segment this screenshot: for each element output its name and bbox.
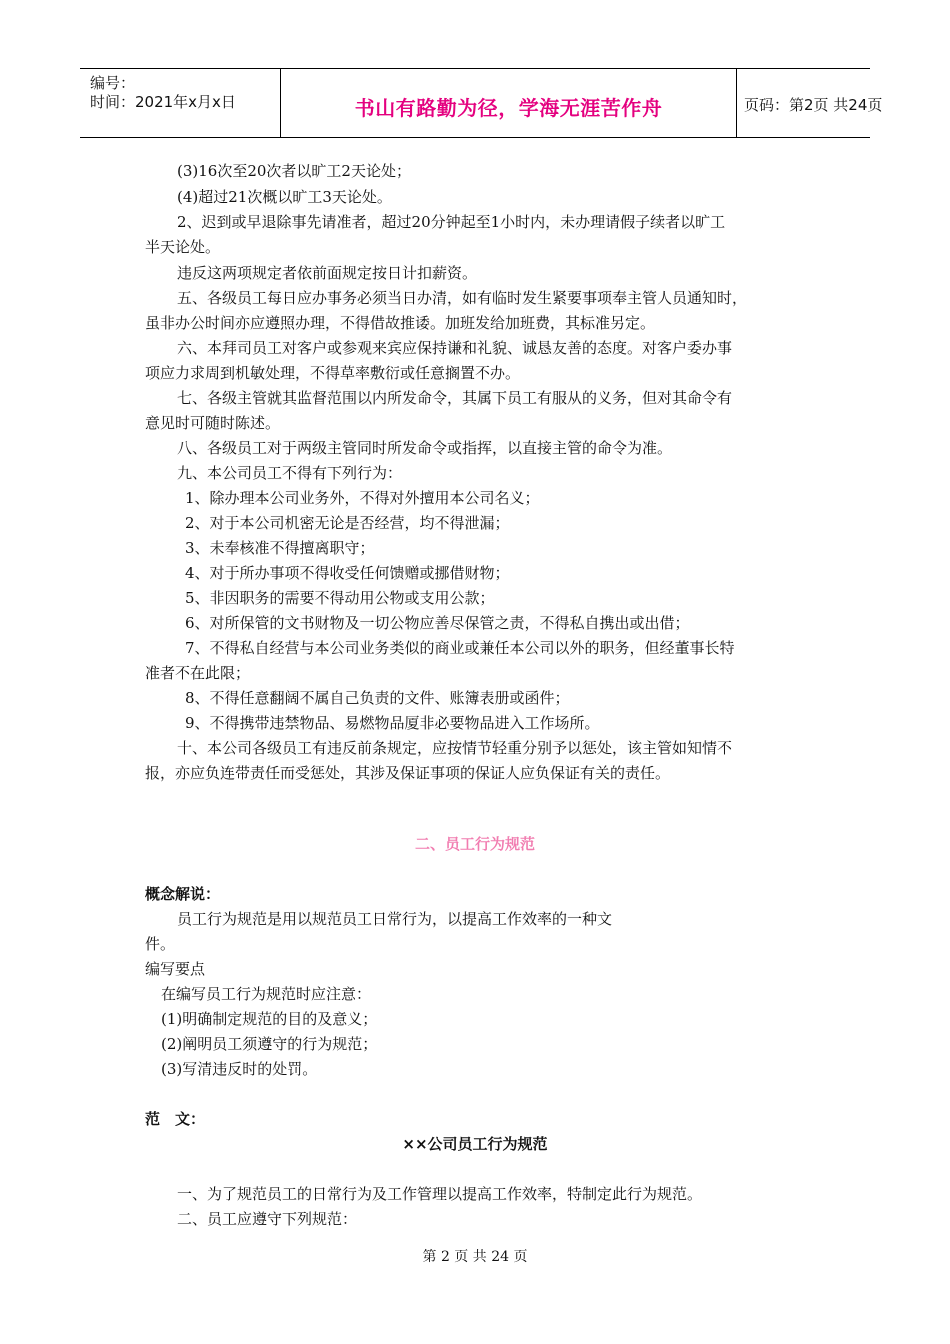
header-page-cell <box>736 69 883 137</box>
section-title: 二、员工行为规范 <box>414 835 535 853</box>
body-line: 2、迟到或早退除事先请准者，超过20分钟起至1小时内，未办理请假子续者以旷工 <box>177 213 726 231</box>
header-motto: 书山有路勤为径，学海无涯苦作舟 <box>354 96 663 120</box>
list-item: 2、对于本公司机密无论是否经营，均不得泄漏； <box>185 514 510 532</box>
list-item: 8、不得任意翻阔不属自己负责的文件、账簿表册或函件； <box>185 689 570 707</box>
list-item: 6、对所保管的文书财物及一切公物应善尽保管之责，不得私自携出或出借； <box>185 614 690 632</box>
body-line: 违反这两项规定者依前面规定按日计扣薪资。 <box>177 264 478 282</box>
body-line: 意见时可随时陈述。 <box>145 414 281 432</box>
body-line: 八、各级员工对于两级主管同时所发命令或指挥，以直接主管的命令为准。 <box>177 439 673 457</box>
body-line: 五、各级员工每日应办事务必须当日办清，如有临时发生紧要事项奉主管人员通知时， <box>177 289 748 307</box>
document-number-label: 编号： <box>90 74 136 92</box>
concept-text: 员工行为规范是用以规范员工日常行为，以提高工作效率的一种文 <box>177 910 613 928</box>
body-line: 六、本拜司员工对客户或参观来宾应保持谦和礼貌、诚恳友善的态度。对客户委办事 <box>177 339 733 357</box>
sample-text: 一、为了规范员工的日常行为及工作管理以提高工作效率，特制定此行为规范。 <box>177 1185 703 1203</box>
header-page-number: 页码：第2页 共24页 <box>744 96 883 114</box>
body-line: (4)超过21次概以旷工3天论处。 <box>177 188 392 206</box>
writing-point: (2)阐明员工须遵守的行为规范； <box>161 1035 378 1053</box>
list-item: 准者不在此限； <box>145 664 251 682</box>
writing-point: (3)写清违反时的处罚。 <box>161 1060 318 1078</box>
body-line: 虽非办公时间亦应遵照办理，不得借故推诿。加班发给加班费，其标准另定。 <box>145 314 656 332</box>
body-line: 十、本公司各级员工有违反前条规定，应按情节轻重分别予以惩处，该主管如知情不 <box>177 739 733 757</box>
body-line: 报，亦应负连带责任而受惩处，其涉及保证事项的保证人应负保证有关的责任。 <box>145 764 671 782</box>
list-item: 5、非因职务的需要不得动用公物或支用公款； <box>185 589 495 607</box>
list-item: 7、不得私自经营与本公司业务类似的商业或兼任本公司以外的职务，但经董事长特 <box>185 639 735 657</box>
header-info-cell <box>80 69 280 137</box>
body-line: 半天论处。 <box>145 238 221 256</box>
body-line: 七、各级主管就其监督范围以内所发命令，其属下员工有服从的义务，但对其命令有 <box>177 389 733 407</box>
body-line: 九、本公司员工不得有下列行为： <box>177 464 403 482</box>
writing-points-heading: 编写要点 <box>145 960 206 978</box>
body-line: (3)16次至20次者以旷工2天论处； <box>177 162 411 180</box>
header-motto-cell <box>280 69 737 137</box>
list-item: 1、除办理本公司业务外，不得对外擅用本公司名义； <box>185 489 540 507</box>
concept-text: 件。 <box>145 935 176 953</box>
sample-title: ××公司员工行为规范 <box>402 1135 548 1153</box>
writing-point: 在编写员工行为规范时应注意： <box>161 985 372 1003</box>
body-line: 项应力求周到机敏处理，不得草率敷衍或任意搁置不办。 <box>145 364 521 382</box>
list-item: 3、未奉核准不得擅离职守； <box>185 539 375 557</box>
sample-text: 二、员工应遵守下列规范： <box>177 1210 358 1228</box>
sample-heading: 范 文： <box>145 1110 206 1128</box>
list-item: 4、对于所办事项不得收受任何馈赠或挪借财物； <box>185 564 510 582</box>
concept-heading: 概念解说： <box>145 885 221 903</box>
page-header <box>80 68 883 138</box>
writing-point: (1)明确制定规范的目的及意义； <box>161 1010 378 1028</box>
document-time-label: 时间：2021年x月x日 <box>90 93 236 111</box>
page-footer: 第 2 页 共 24 页 <box>422 1249 528 1265</box>
list-item: 9、不得携带违禁物品、易燃物品厦非必要物品进入工作场所。 <box>185 714 600 732</box>
